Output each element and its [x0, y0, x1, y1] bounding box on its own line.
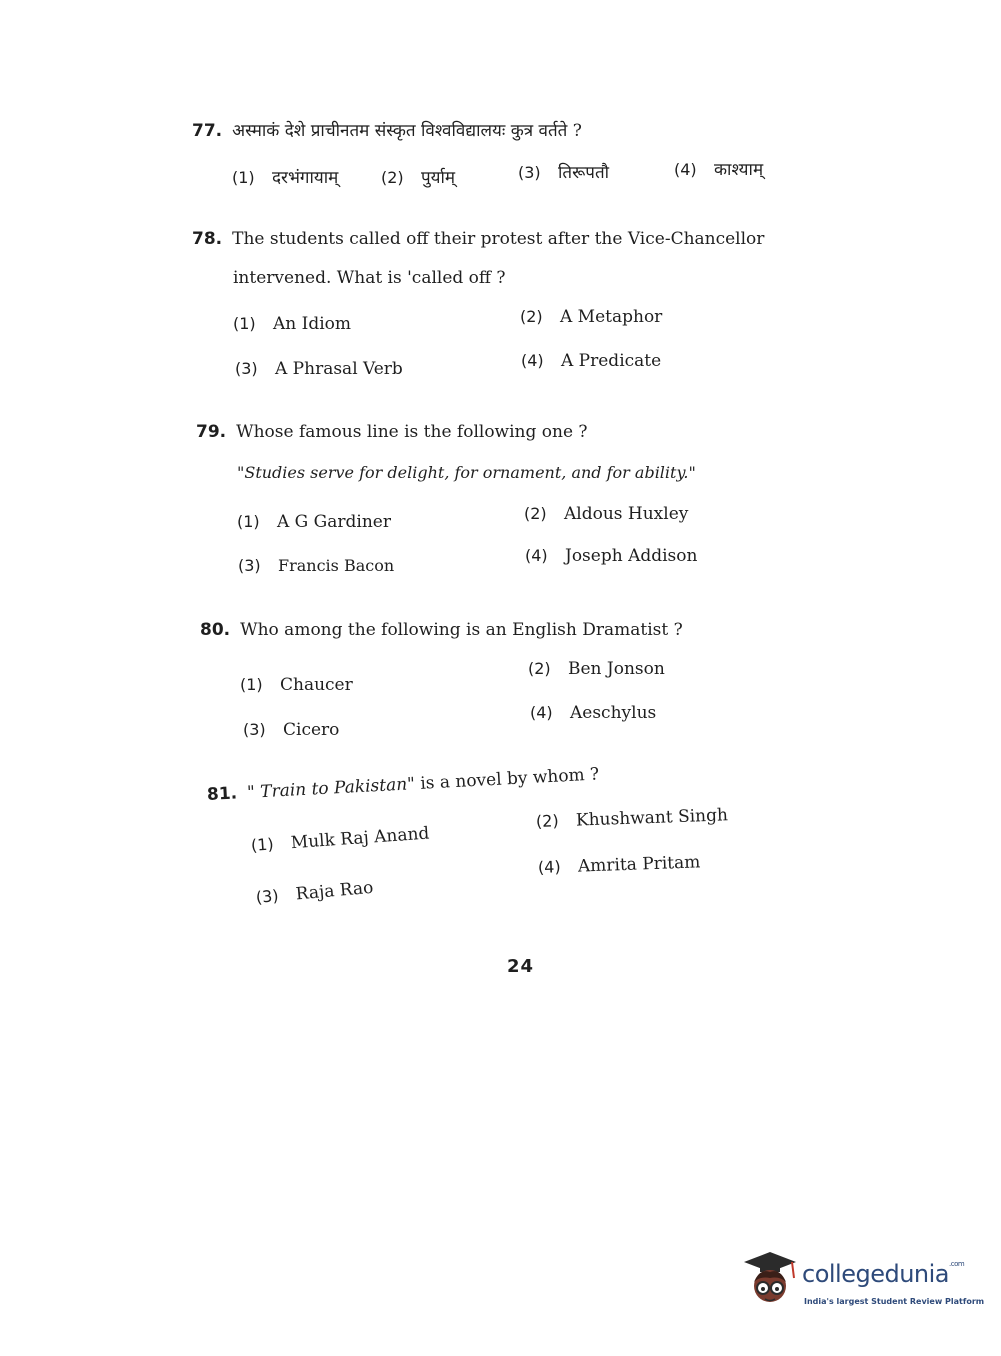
option-number: (4): [537, 857, 561, 877]
option-number: (3): [235, 359, 258, 378]
question-number: 80.: [200, 620, 231, 640]
option-3: [518, 160, 609, 183]
option-text: Aldous Huxley: [564, 504, 689, 524]
question-text-line-2: intervened. What is 'called off ?: [233, 268, 506, 288]
option-2: [524, 504, 688, 524]
option-3: [243, 720, 339, 740]
option-1: [233, 314, 351, 334]
option-text: Chaucer: [280, 675, 353, 695]
option-number: (1): [250, 834, 275, 855]
question-number: 81.: [206, 783, 238, 805]
collegedunia-logo: [740, 1248, 985, 1320]
option-2: [381, 165, 455, 188]
logo-wordmark: [802, 1260, 964, 1288]
question-stem: [206, 764, 599, 805]
option-text: Khushwant Singh: [575, 805, 729, 831]
option-number: (4): [525, 546, 548, 565]
option-text: Mulk Raj Anand: [290, 823, 430, 854]
option-number: (2): [381, 168, 404, 187]
quotation: "Studies serve for delight, for ornament, and for ability.": [237, 463, 696, 482]
option-text: A G Gardiner: [277, 512, 391, 532]
option-3: [255, 878, 374, 908]
logo-tagline: India's largest Student Review Platform: [804, 1297, 985, 1306]
option-number: (4): [530, 703, 553, 722]
question-stem: [196, 422, 588, 442]
option-2: [520, 307, 662, 327]
option-4: [530, 703, 656, 723]
option-text: A Predicate: [561, 351, 662, 371]
option-number: (4): [674, 160, 697, 179]
option-text: पुर्याम्: [421, 168, 456, 188]
option-number: (1): [233, 314, 256, 333]
question-text: Whose famous line is the following one ?: [236, 422, 588, 442]
option-text: Joseph Addison: [565, 546, 698, 566]
option-text: Cicero: [283, 720, 340, 740]
option-number: (3): [243, 720, 266, 739]
option-1: [232, 165, 338, 188]
option-text: दरभंगायाम्: [272, 168, 339, 188]
option-number: (2): [520, 307, 543, 326]
option-2: [528, 659, 665, 679]
logo-domain: .com: [949, 1260, 965, 1268]
option-text: Raja Rao: [294, 877, 375, 905]
option-4: [538, 852, 701, 878]
question-number: 77.: [192, 121, 223, 141]
option-4: [674, 157, 763, 180]
option-text: Francis Bacon: [278, 556, 395, 575]
option-number: (2): [524, 504, 547, 523]
option-number: (1): [240, 675, 263, 694]
option-number: (1): [237, 512, 260, 531]
option-text: A Phrasal Verb: [275, 359, 403, 379]
logo-name-text: collegedunia: [802, 1260, 950, 1288]
question-text: Who among the following is an English Dramatist ?: [240, 620, 683, 640]
question-stem: [192, 118, 582, 141]
option-text: Aeschylus: [570, 703, 657, 723]
option-text: Ben Jonson: [568, 659, 665, 679]
question-stem: [192, 229, 764, 249]
option-number: (3): [518, 163, 541, 182]
option-3: [235, 359, 403, 379]
option-text: An Idiom: [273, 314, 352, 334]
option-number: (2): [528, 659, 551, 678]
option-2: [536, 805, 729, 832]
option-4: [525, 546, 697, 566]
option-1: [240, 675, 353, 695]
option-1: [250, 824, 430, 856]
option-text: Amrita Pritam: [577, 852, 701, 877]
option-number: (2): [535, 811, 559, 831]
option-number: (3): [255, 886, 280, 907]
question-number: 79.: [196, 422, 227, 442]
option-text: काश्याम्: [714, 160, 764, 180]
question-stem: [200, 620, 683, 640]
option-number: (1): [232, 168, 255, 187]
option-text: A Metaphor: [560, 307, 663, 327]
book-title: " Train to Pakistan": [246, 774, 416, 803]
question-text: अस्माकं देशे प्राचीनतम संस्कृत विश्वविद्यालयः कुत्र वर्तते ?: [232, 121, 582, 141]
question-text: The students called off their protest after the Vice-Chancellor: [232, 229, 765, 249]
question-number: 78.: [192, 229, 223, 249]
option-number: (3): [238, 556, 261, 575]
option-4: [521, 351, 661, 371]
page-number: 24: [507, 956, 535, 977]
option-3: [238, 556, 394, 575]
option-number: (4): [521, 351, 544, 370]
option-1: [237, 512, 391, 532]
mascot-graduate-icon: [740, 1248, 800, 1312]
question-text: is a novel by whom ?: [414, 764, 600, 795]
option-text: तिरूपतौ: [558, 163, 610, 183]
